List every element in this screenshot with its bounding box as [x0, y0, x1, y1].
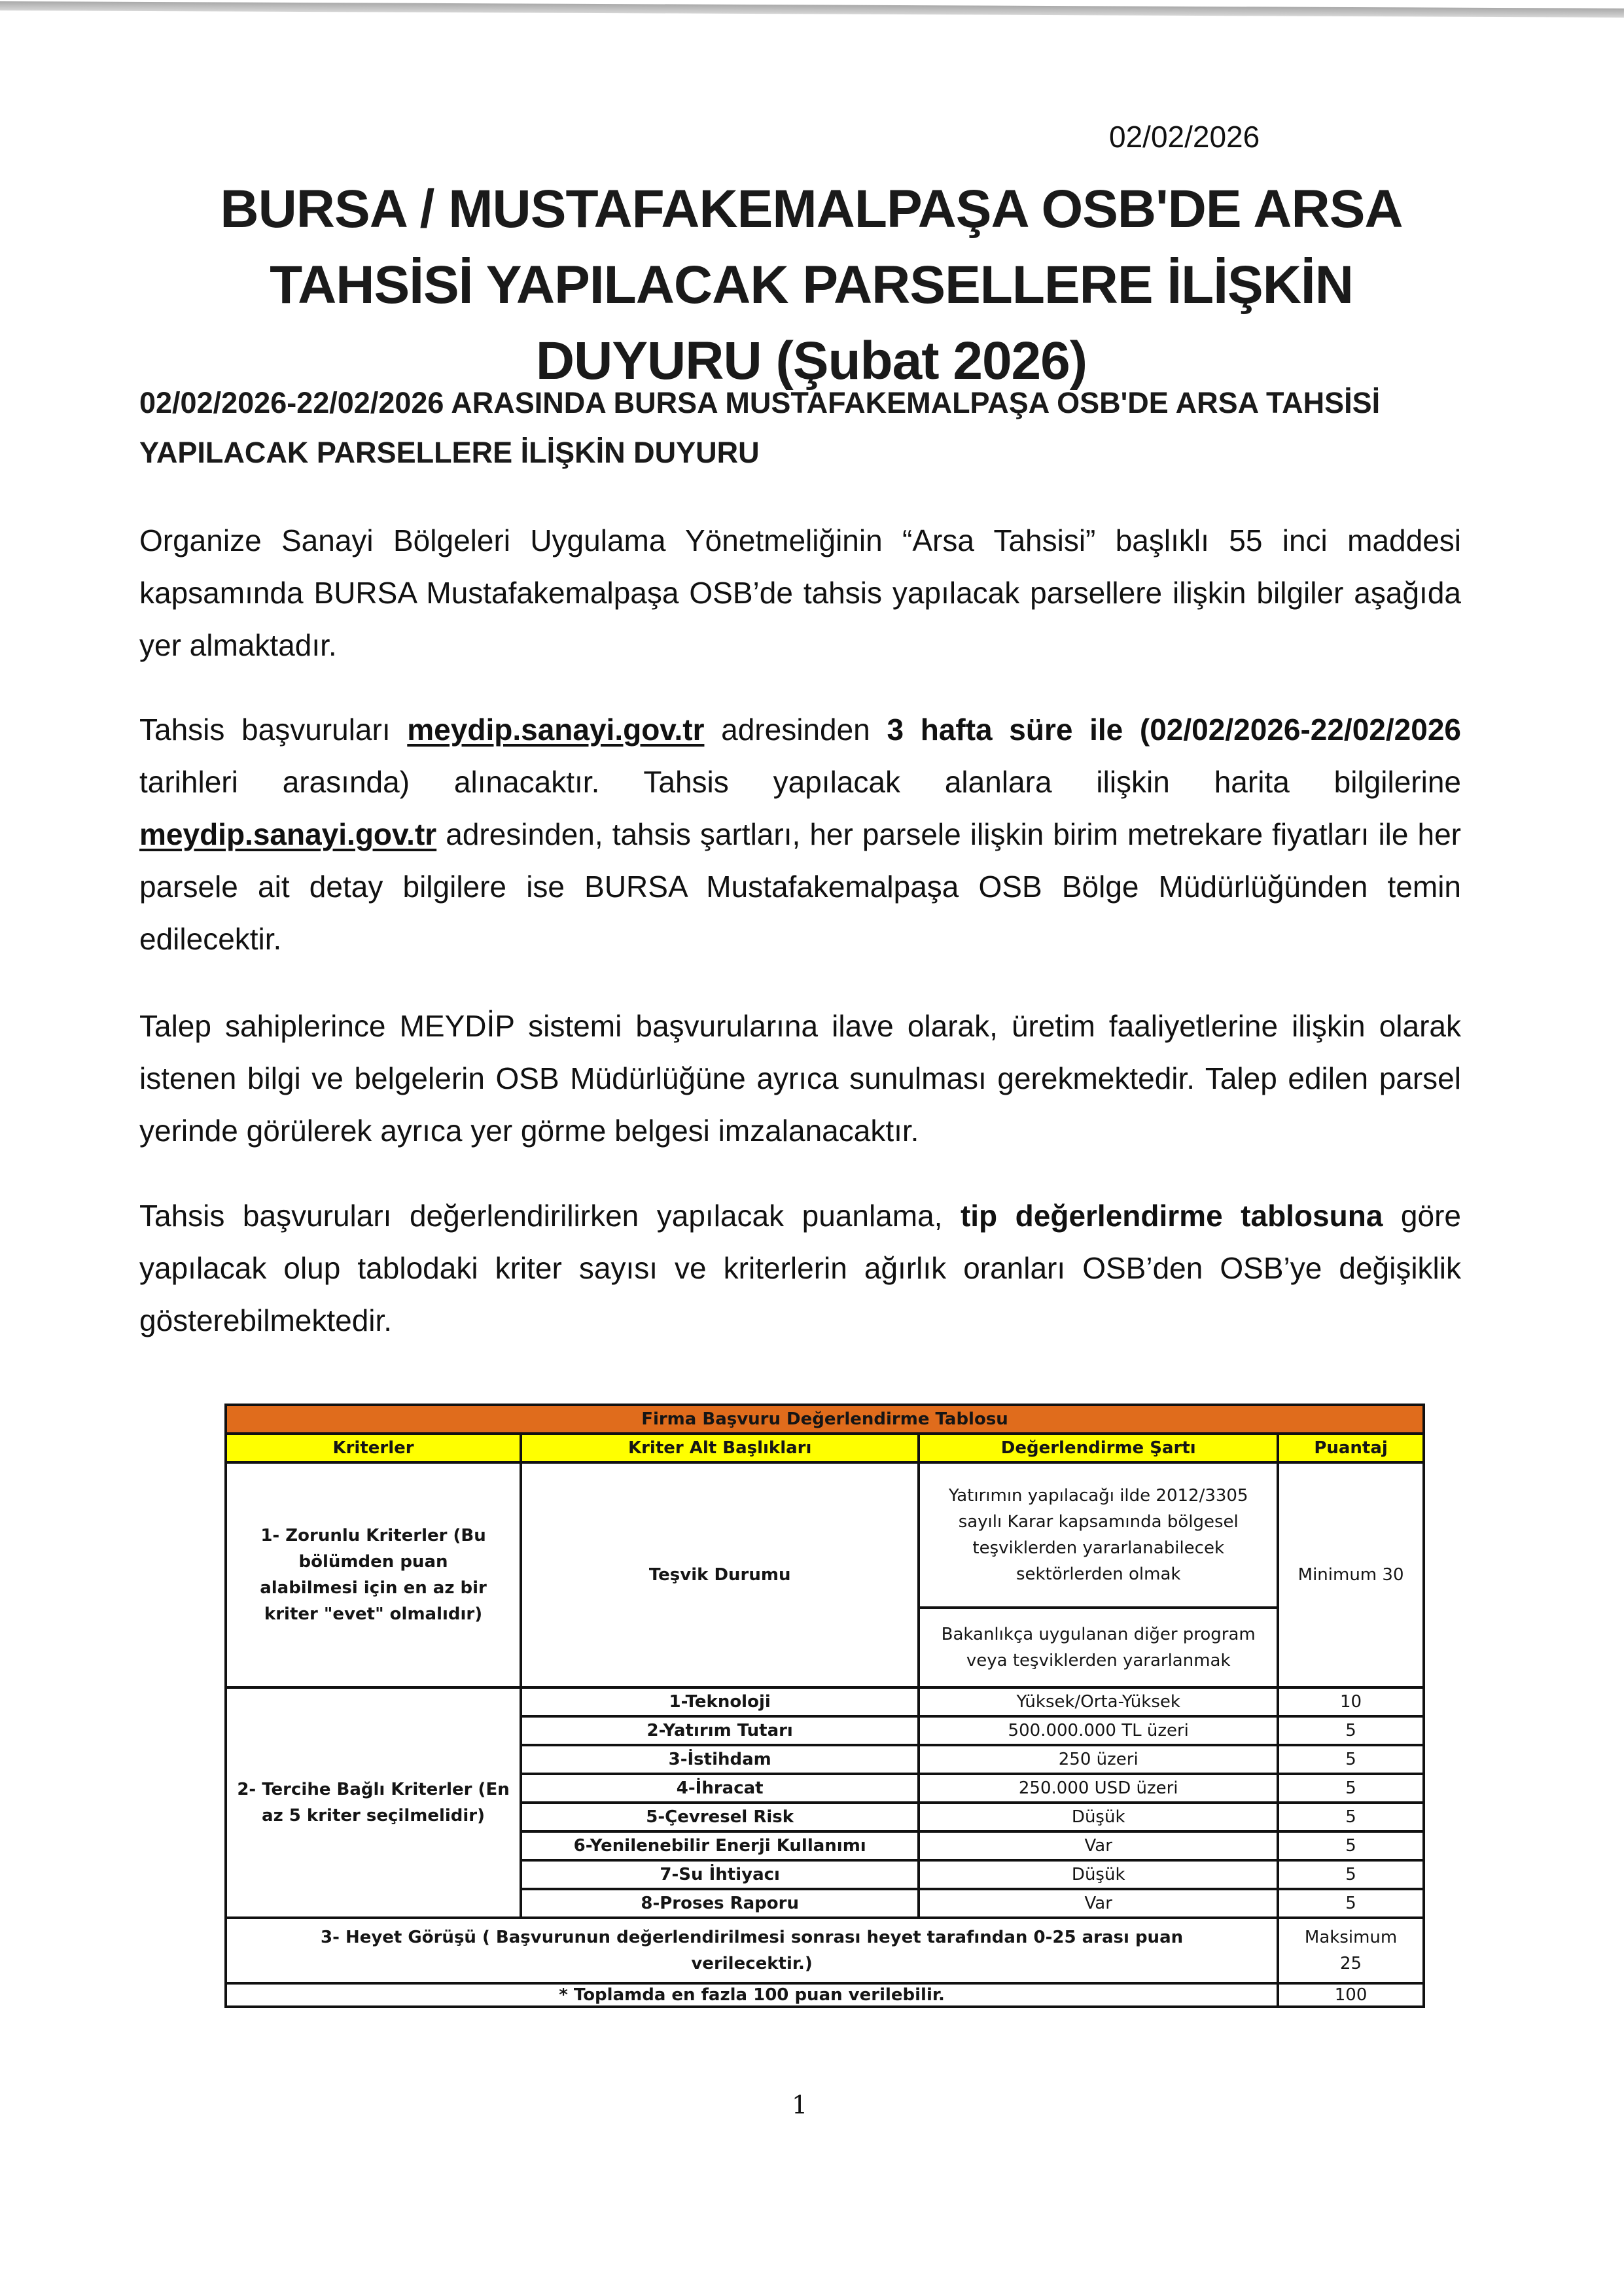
section2-score: 5 [1278, 1745, 1424, 1774]
document-date: 02/02/2026 [1109, 120, 1260, 154]
section2-sub: 8-Proses Raporu [521, 1889, 919, 1918]
text: tarihleri arasında) alınacaktır. Tahsis yapılacak alanlara ilişkin harita bilgilerine [139, 765, 1461, 799]
section2-score: 5 [1278, 1716, 1424, 1745]
section2-sub: 6-Yenilenebilir Enerji Kullanımı [521, 1831, 919, 1860]
section2-condition: 250.000 USD üzeri [919, 1774, 1278, 1803]
meydip-link-2[interactable]: meydip.sanayi.gov.tr [139, 817, 437, 851]
text: adresinden, tahsis şartları, her parsele ilişkin birim metrekare fiyatları ile her parsele ait detay bilgilere ise BURSA Mustafakemalpaşa OSB Bölge Müdürlüğünden temin edilecektir. [139, 817, 1461, 956]
paragraph-scoring [139, 1190, 1461, 1347]
table-row [226, 1983, 1424, 2007]
text: Tahsis başvuruları değerlendirilirken yapılacak puanlama, [139, 1199, 961, 1233]
evaluation-table [224, 1404, 1425, 2008]
title-line-1: BURSA / MUSTAFAKEMALPAŞA OSB'DE ARSA [220, 179, 1403, 239]
total-score: 100 [1278, 1983, 1424, 2007]
header-sub-headings: Kriter Alt Başlıkları [521, 1434, 919, 1462]
text: göre yapılacak olup tablodaki kriter sayısı ve kriterlerin ağırlık oranları OSB’den OSB’ye değişiklik gösterebilmektedir. [139, 1199, 1461, 1337]
section2-criteria: 2- Tercihe Bağlı Kriterler (En az 5 kriter seçilmelidir) [226, 1687, 521, 1918]
section2-sub: 7-Su İhtiyacı [521, 1860, 919, 1889]
table-row [226, 1462, 1424, 1608]
title-line-3: DUYURU (Şubat 2026) [535, 331, 1087, 391]
section1-criteria: 1- Zorunlu Kriterler (Bu bölümden puan alabilmesi için en az bir kriter "evet" olmalıdır) [226, 1462, 521, 1687]
document-title [105, 171, 1518, 399]
section2-score: 5 [1278, 1803, 1424, 1831]
table-header-row [226, 1434, 1424, 1462]
table-reference-bold: tip değerlendirme tablosuna [960, 1199, 1383, 1233]
section2-score: 5 [1278, 1774, 1424, 1803]
section2-score: 5 [1278, 1889, 1424, 1918]
table-row [226, 1918, 1424, 1983]
section2-condition: Var [919, 1889, 1278, 1918]
section2-sub: 2-Yatırım Tutarı [521, 1716, 919, 1745]
text: adresinden [704, 713, 887, 747]
section2-condition: Düşük [919, 1860, 1278, 1889]
document-subtitle: 02/02/2026-22/02/2026 ARASINDA BURSA MUSTAFAKEMALPAŞA OSB'DE ARSA TAHSİSİ YAPILACAK PARSELLERE İLİŞKİN DUYURU [139, 386, 1381, 469]
section2-condition: Düşük [919, 1803, 1278, 1831]
section2-condition: Var [919, 1831, 1278, 1860]
header-score: Puantaj [1278, 1434, 1424, 1462]
section2-condition: 250 üzeri [919, 1745, 1278, 1774]
section2-sub: 1-Teknoloji [521, 1687, 919, 1716]
section3-criteria: 3- Heyet Görüşü ( Başvurunun değerlendirilmesi sonrası heyet tarafından 0-25 arası puan verilecektir.) [226, 1918, 1278, 1983]
section2-condition: Yüksek/Orta-Yüksek [919, 1687, 1278, 1716]
title-line-2: TAHSİSİ YAPILACAK PARSELLERE İLİŞKİN [270, 255, 1353, 315]
section3-score: Maksimum 25 [1278, 1918, 1424, 1983]
section2-sub: 3-İstihdam [521, 1745, 919, 1774]
section2-score: 10 [1278, 1687, 1424, 1716]
total-label: * Toplamda en fazla 100 puan verilebilir. [226, 1983, 1278, 2007]
page-number: 1 [792, 2091, 808, 2119]
section1-condition-2: Bakanlıkça uygulanan diğer program veya teşviklerden yararlanmak [919, 1608, 1278, 1687]
header-criteria: Kriterler [226, 1434, 521, 1462]
deadline-bold: 3 hafta süre ile (02/02/2026-22/02/2026 [887, 713, 1461, 747]
scan-edge-line [0, 1, 1624, 18]
paragraph-intro: Organize Sanayi Bölgeleri Uygulama Yönetmeliğinin “Arsa Tahsisi” başlıklı 55 inci maddesi kapsamında BURSA Mustafakemalpaşa OSB’de tahsis yapılacak parsellere ilişkin bilgiler aşağıda yer almaktadır. [139, 523, 1461, 662]
section2-score: 5 [1278, 1831, 1424, 1860]
table-title-row [226, 1405, 1424, 1434]
text: Tahsis başvuruları [139, 713, 408, 747]
table-title: Firma Başvuru Değerlendirme Tablosu [226, 1405, 1424, 1434]
meydip-link-1[interactable]: meydip.sanayi.gov.tr [407, 713, 705, 747]
section2-condition: 500.000.000 TL üzeri [919, 1716, 1278, 1745]
section2-score: 5 [1278, 1860, 1424, 1889]
section1-score: Minimum 30 [1278, 1462, 1424, 1687]
section2-sub: 4-İhracat [521, 1774, 919, 1803]
paragraph-application [139, 703, 1461, 965]
section1-condition-1: Yatırımın yapılacağı ilde 2012/3305 sayılı Karar kapsamında bölgesel teşviklerden yararlanabilecek sektörlerden olmak [919, 1462, 1278, 1608]
section2-sub: 5-Çevresel Risk [521, 1803, 919, 1831]
section1-sub-heading: Teşvik Durumu [521, 1462, 919, 1687]
table-row [226, 1687, 1424, 1716]
header-condition: Değerlendirme Şartı [919, 1434, 1278, 1462]
paragraph-requirements: Talep sahiplerince MEYDİP sistemi başvurularına ilave olarak, üretim faaliyetlerine ilişkin olarak istenen bilgi ve belgelerin OSB Müdürlüğüne ayrıca sunulması gerekmektedir. Talep edilen parsel yerinde görülerek ayrıca yer görme belgesi imzalanacaktır. [139, 1009, 1461, 1148]
